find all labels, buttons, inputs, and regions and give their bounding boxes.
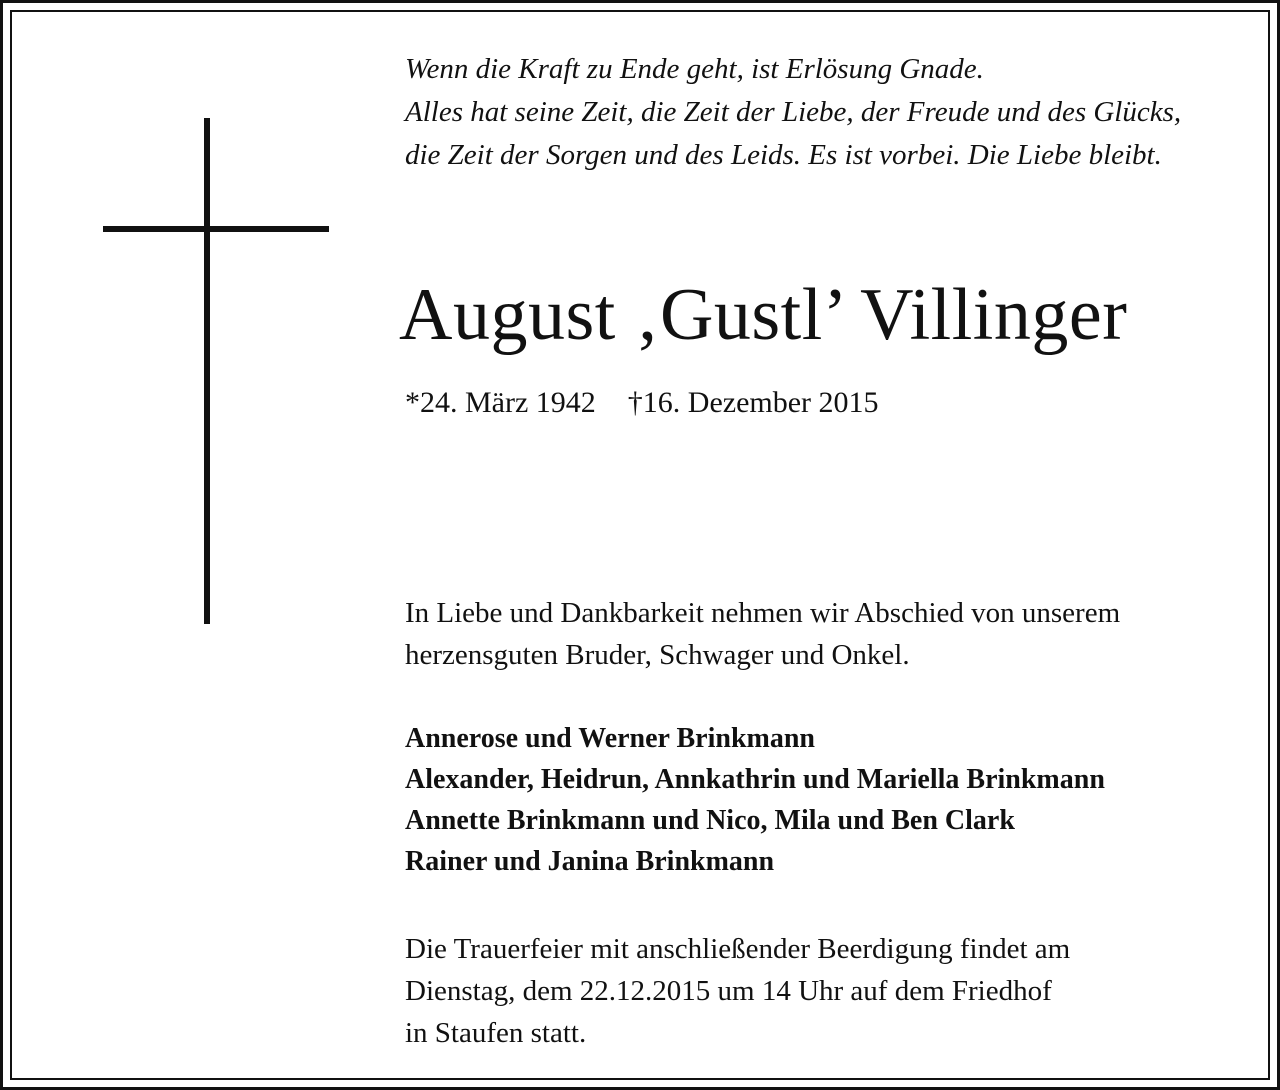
funeral-line: Die Trauerfeier mit anschließender Beerdigung findet am [405, 933, 1071, 965]
family-line: Rainer und Janina Brinkmann [405, 846, 775, 877]
farewell-text [405, 592, 1120, 676]
cross-vertical-bar [204, 118, 210, 624]
cross-horizontal-bar [103, 226, 329, 232]
family-line: Alexander, Heidrun, Annkathrin und Mariella Brinkmann [405, 764, 1105, 795]
family-line: Annette Brinkmann und Nico, Mila und Ben Clark [405, 805, 1015, 836]
quote-line: die Zeit der Sorgen und des Leids. Es ist vorbei. Die Liebe bleibt. [405, 139, 1162, 171]
quote-block [405, 48, 1181, 177]
death-date: †16. Dezember 2015 [627, 386, 879, 419]
family-list [405, 718, 1105, 882]
funeral-line: in Staufen statt. [405, 1017, 587, 1049]
birth-date: *24. März 1942 [405, 386, 596, 419]
funeral-info [405, 928, 1070, 1054]
farewell-line: herzensguten Bruder, Schwager und Onkel. [405, 639, 910, 671]
funeral-line: Dienstag, dem 22.12.2015 um 14 Uhr auf dem Friedhof [405, 975, 1052, 1007]
quote-line: Alles hat seine Zeit, die Zeit der Liebe, der Freude und des Glücks, [405, 96, 1182, 128]
deceased-name: August ‚Gustl’ Villinger [399, 274, 1128, 356]
cross-icon [100, 118, 332, 626]
life-dates [405, 383, 879, 423]
farewell-line: In Liebe und Dankbarkeit nehmen wir Abschied von unserem [405, 597, 1121, 629]
quote-line: Wenn die Kraft zu Ende geht, ist Erlösung Gnade. [405, 53, 984, 85]
family-line: Annerose und Werner Brinkmann [405, 723, 815, 754]
